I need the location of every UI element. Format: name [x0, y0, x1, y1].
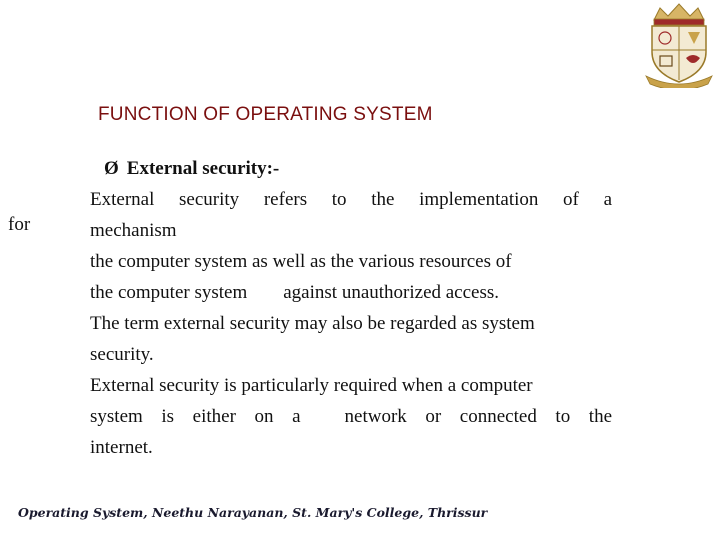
paragraph-line	[90, 401, 612, 432]
line-segment: the computer system	[90, 251, 248, 272]
paragraph-line: External security is particularly required when a computer	[90, 375, 533, 396]
paragraph-line: internet.	[90, 437, 153, 458]
paragraph-line: External security refers to the implementation of a	[90, 189, 612, 210]
stray-margin-text: for	[8, 214, 31, 235]
line-segment: the various resources of	[330, 251, 512, 272]
paragraph-line	[90, 246, 612, 277]
heading-text: External security:-	[126, 158, 280, 179]
line-segment: network or connected to the	[344, 406, 613, 427]
content-body	[90, 153, 612, 463]
paragraph-line	[90, 277, 612, 308]
arrow-bullet-icon: Ø	[104, 158, 119, 179]
college-crest-icon	[642, 2, 716, 88]
section-heading	[90, 153, 612, 184]
line-segment: the computer system	[90, 282, 248, 303]
paragraph-line: security.	[90, 344, 154, 365]
line-segment: against unauthorized access.	[283, 282, 500, 303]
footer-credit: Operating System, Neethu Narayanan, St. Mary's College, Thrissur	[18, 505, 488, 520]
line-segment: as well as	[252, 251, 326, 272]
line-segment: system is either on a	[90, 406, 301, 427]
page-title: FUNCTION OF OPERATING SYSTEM	[98, 104, 433, 125]
paragraph-line: mechanism	[90, 220, 177, 241]
paragraph-line: The term external security may also be regarded as system	[90, 313, 535, 334]
